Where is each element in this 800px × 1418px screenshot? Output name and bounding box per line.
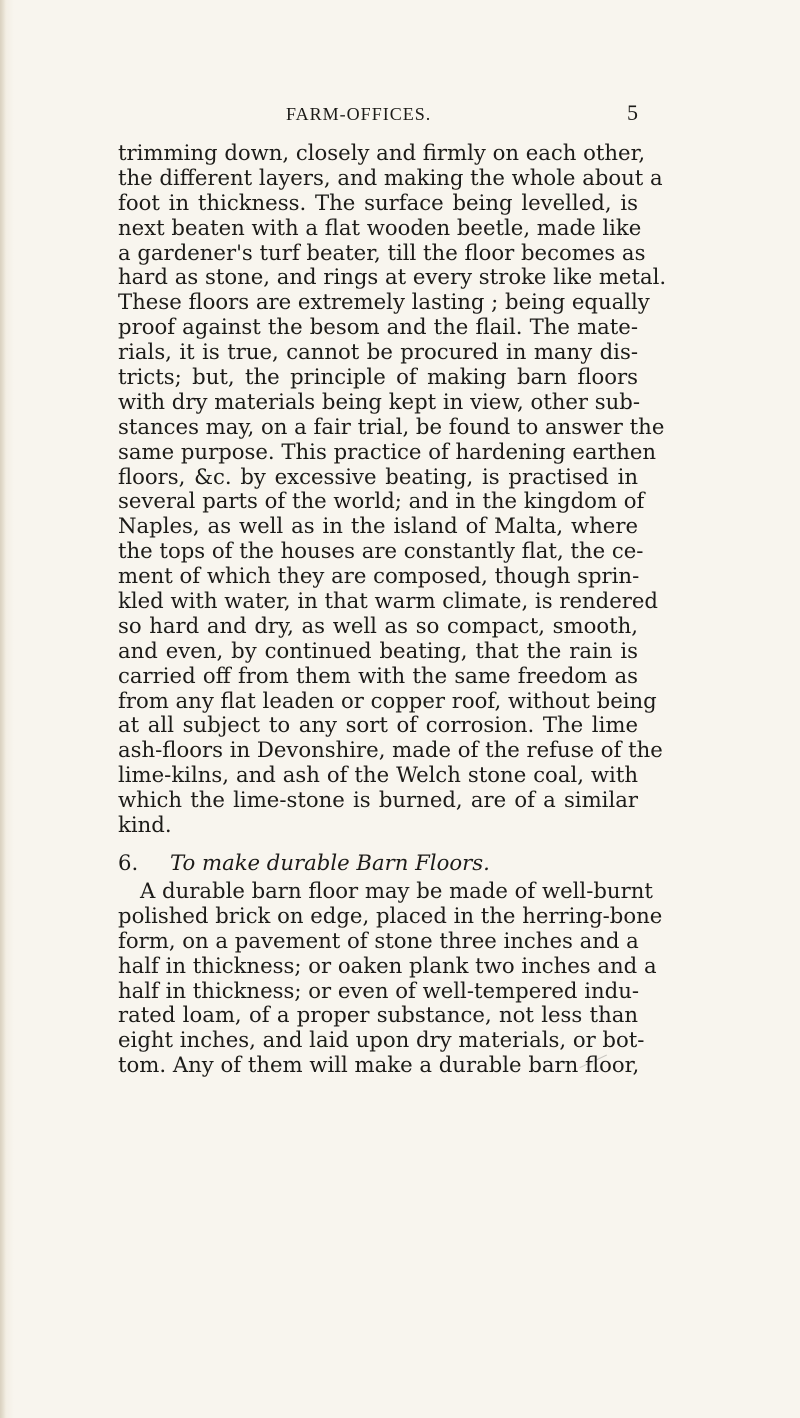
text-line: hard as stone, and rings at every stroke like metal. <box>118 264 667 290</box>
text-line: These floors are extremely lasting ; being equally <box>118 289 650 315</box>
text-line: next beaten with a flat wooden beetle, made like <box>118 214 642 240</box>
running-head <box>118 100 638 132</box>
running-title: FARM-OFFICES. <box>286 104 432 124</box>
text-line: several parts of the world; and in the kingdom of <box>118 488 645 514</box>
text-line: kind. <box>118 812 172 838</box>
text-line: floors, &c. by excessive beating, is practised in <box>118 463 638 489</box>
text-line: with dry materials being kept in view, other sub- <box>118 388 640 414</box>
text-line: half in thickness; or even of well-tempered indu- <box>118 977 639 1003</box>
text-line: which the lime-stone is burned, are of a similar <box>118 787 638 813</box>
section-number: 6. <box>118 849 139 875</box>
text-line: carried off from them with the same freedom as <box>118 662 638 688</box>
text-line: Naples, as well as in the island of Malta, where <box>118 513 638 539</box>
text-line: stances may, on a fair trial, be found to answer the <box>118 413 665 439</box>
text-line: kled with water, in that warm climate, is rendered <box>118 588 658 614</box>
text-line: half in thickness; or oaken plank two inches and a <box>118 952 657 978</box>
text-line: trimming down, closely and firmly on each other, <box>118 140 646 165</box>
text-line: lime-kilns, and ash of the Welch stone coal, with <box>118 762 638 788</box>
text-line: ment of which they are composed, though sprin- <box>118 563 640 589</box>
text-line: proof against the besom and the flail. The mate- <box>118 314 638 340</box>
text-line: tom. Any of them will make a durable barn floor, <box>118 1052 640 1078</box>
text-line: and even, by continued beating, that the rain is <box>118 637 638 663</box>
text-line: polished brick on edge, placed in the herring-bone <box>118 902 663 928</box>
page-gutter-shadow <box>0 0 6 1418</box>
paragraph-section-6 <box>118 877 663 1078</box>
section-title: To make durable Barn Floors. <box>170 849 490 875</box>
text-line: same purpose. This practice of hardening earthen <box>118 438 657 464</box>
text-line: from any flat leaden or copper roof, without being <box>118 687 657 713</box>
text-line: ash-floors in Devonshire, made of the refuse of the <box>118 737 663 763</box>
text-line: the different layers, and making the whole about a <box>118 164 663 190</box>
text-line: A durable barn floor may be made of well-burnt <box>140 877 653 903</box>
text-line: tricts; but, the principle of making barn floors <box>118 364 638 390</box>
text-line: eight inches, and laid upon dry materials, or bot- <box>118 1027 645 1053</box>
text-line: rated loam, of a proper substance, not less than <box>118 1002 638 1028</box>
page-number: 5 <box>627 100 638 125</box>
section-heading <box>118 849 638 877</box>
paragraph-continued <box>118 140 667 838</box>
text-line: foot in thickness. The surface being levelled, is <box>118 189 638 215</box>
text-line: rials, it is true, cannot be procured in many dis- <box>118 339 638 365</box>
text-line: form, on a pavement of stone three inches and a <box>118 927 639 953</box>
text-line: the tops of the houses are constantly flat, the ce- <box>118 538 644 564</box>
body-text <box>118 140 667 1078</box>
text-line: a gardener's turf beater, till the floor becomes as <box>118 239 646 265</box>
text-line: so hard and dry, as well as so compact, smooth, <box>118 612 638 638</box>
text-line: at all subject to any sort of corrosion. The lime <box>118 712 638 738</box>
